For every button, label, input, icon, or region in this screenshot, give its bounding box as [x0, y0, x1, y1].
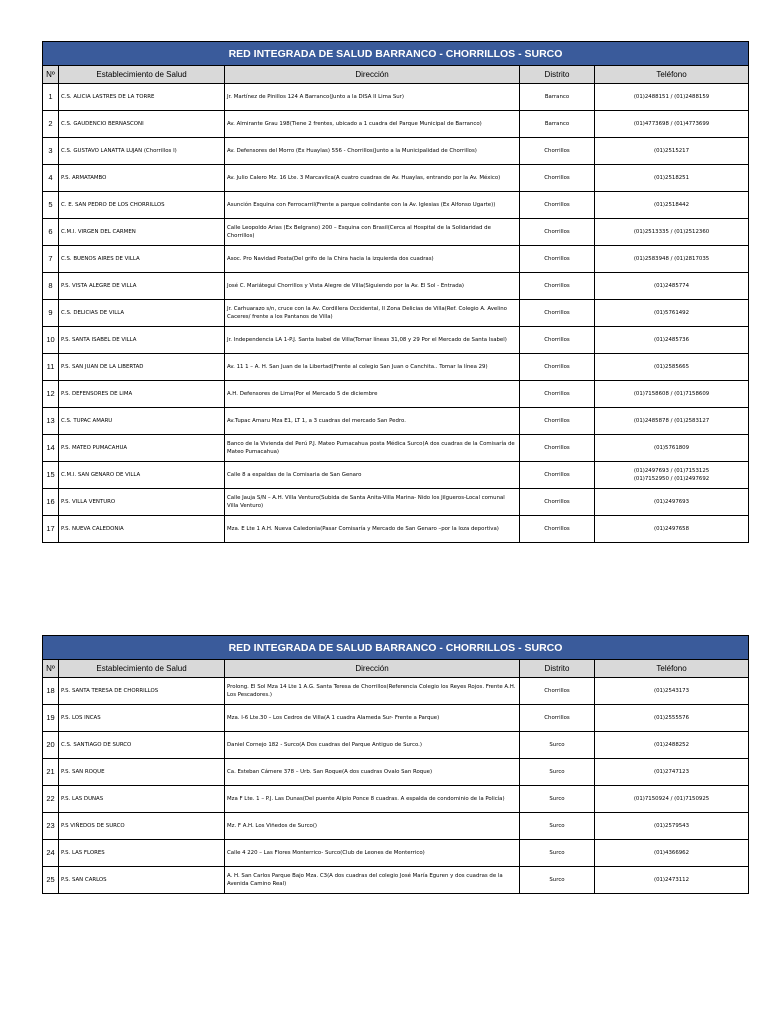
row-number: 18 — [43, 678, 59, 705]
row-number: 13 — [43, 408, 59, 435]
establishment-name: P.S. VILLA VENTURO — [59, 489, 225, 516]
table-row — [43, 786, 749, 813]
row-number: 22 — [43, 786, 59, 813]
row-number: 23 — [43, 813, 59, 840]
establishment-name: C.S. SANTIAGO DE SURCO — [59, 732, 225, 759]
table-title: RED INTEGRADA DE SALUD BARRANCO - CHORRILLOS - SURCO — [43, 636, 749, 660]
address: Av. Defensores del Morro (Ex Huaylas) 556 - Chorrillos(Junto a la Municipalidad de Chorrillos) — [225, 138, 520, 165]
establishment-name: C. E. SAN PEDRO DE LOS CHORRILLOS — [59, 192, 225, 219]
phone: (01)5761809 — [595, 435, 749, 462]
district: Surco — [520, 759, 595, 786]
table-row — [43, 327, 749, 354]
phone: (01)7158608 / (01)7158609 — [595, 381, 749, 408]
table-row — [43, 354, 749, 381]
table-title-row — [43, 42, 749, 66]
district: Chorrillos — [520, 354, 595, 381]
address: Calle 4 220 – Las Flores Monterrico- Surco(Club de Leones de Monterrico) — [225, 840, 520, 867]
address: José C. Mariátegui Chorrillos y Vista Alegre de Villa(Siguiendo por la Av. El Sol - Entrada) — [225, 273, 520, 300]
row-number: 1 — [43, 84, 59, 111]
address: Ca. Esteban Cámere 378 – Urb. San Roque(A dos cuadras Ovalo San Roque) — [225, 759, 520, 786]
row-number: 24 — [43, 840, 59, 867]
row-number: 20 — [43, 732, 59, 759]
establishment-name: P.S. SANTA TERESA DE CHORRILLOS — [59, 678, 225, 705]
table-row — [43, 705, 749, 732]
district: Chorrillos — [520, 516, 595, 543]
phone: (01)2518251 — [595, 165, 749, 192]
table-body — [43, 84, 749, 543]
address: Prolong. El Sol Mza 14 Lte 1 A.G. Santa Teresa de Chorrillos(Referencia Colegio los Reyes Rojos. Frente A.H. Los Pescadores.) — [225, 678, 520, 705]
header-number: Nº — [43, 660, 59, 678]
row-number: 7 — [43, 246, 59, 273]
district: Chorrillos — [520, 192, 595, 219]
table-row — [43, 462, 749, 489]
establishment-name: P.S. SAN CARLOS — [59, 867, 225, 894]
district: Chorrillos — [520, 705, 595, 732]
address: Mza F Lte. 1 – P.J. Las Dunas(Del puente Alipio Ponce 8 cuadras. A espalda de condominio de la Policía) — [225, 786, 520, 813]
address: Asoc. Pro Navidad Posta(Del grifo de la Chira hacia la izquierda dos cuadras) — [225, 246, 520, 273]
table-row — [43, 273, 749, 300]
establishment-name: P.S. SANTA ISABEL DE VILLA — [59, 327, 225, 354]
establishment-name: P.S. LOS INCAS — [59, 705, 225, 732]
district: Chorrillos — [520, 219, 595, 246]
table-row — [43, 840, 749, 867]
establishment-name: C.S. ALICIA LASTRES DE LA TORRE — [59, 84, 225, 111]
establishment-name: P.S. DEFENSORES DE LIMA — [59, 381, 225, 408]
table-row — [43, 381, 749, 408]
address: Calle Jauja S/N – A.H. Villa Venturo(Subida de Santa Anita-Villa Marina- Nido los Jilgueros-Local comunal Villa Venturo) — [225, 489, 520, 516]
district: Surco — [520, 840, 595, 867]
district: Chorrillos — [520, 462, 595, 489]
district: Chorrillos — [520, 165, 595, 192]
table-row — [43, 813, 749, 840]
district: Chorrillos — [520, 381, 595, 408]
table-row — [43, 192, 749, 219]
address: Calle Leopoldo Arias (Ex Belgrano) 200 – Esquina con Brasil(Cerca al Hospital de la Solidaridad de Chorrillos) — [225, 219, 520, 246]
phone: (01)2485878 / (01)2583127 — [595, 408, 749, 435]
phone: (01)2515217 — [595, 138, 749, 165]
district: Chorrillos — [520, 246, 595, 273]
row-number: 2 — [43, 111, 59, 138]
district: Chorrillos — [520, 300, 595, 327]
phone: (01)4773698 / (01)4773699 — [595, 111, 749, 138]
table-row — [43, 138, 749, 165]
address: A.H. Defensores de Lima(Por el Mercado 5 de diciembre — [225, 381, 520, 408]
address: Av.Tupac Amaru Mza E1, LT 1, a 3 cuadras del mercado San Pedro. — [225, 408, 520, 435]
table-row — [43, 84, 749, 111]
district: Surco — [520, 732, 595, 759]
establishment-name: C.S. DELICIAS DE VILLA — [59, 300, 225, 327]
health-network-table-2 — [42, 635, 749, 894]
district: Surco — [520, 813, 595, 840]
establishment-name: P.S. MATEO PUMACAHUA — [59, 435, 225, 462]
address: Banco de la Vivienda del Perú P.J. Mateo Pumacahua posta Médica Surco(A dos cuadras de la Comisaría de Mateo Pumacahua) — [225, 435, 520, 462]
header-establishment: Establecimiento de Salud — [59, 66, 225, 84]
address: Mz. F A.H. Los Viñedos de Surco() — [225, 813, 520, 840]
column-header-row — [43, 660, 749, 678]
establishment-name: C.M.I. SAN GENARO DE VILLA — [59, 462, 225, 489]
row-number: 19 — [43, 705, 59, 732]
header-establishment: Establecimiento de Salud — [59, 660, 225, 678]
header-district: Distrito — [520, 660, 595, 678]
establishment-name: C.S. GAUDENCIO BERNASCONI — [59, 111, 225, 138]
row-number: 10 — [43, 327, 59, 354]
table-row — [43, 867, 749, 894]
row-number: 3 — [43, 138, 59, 165]
district: Surco — [520, 786, 595, 813]
address: Asunción Esquina con Ferrocarril(Frente a parque colindante con la Av. Iglesias (Ex Alfonso Ugarte)) — [225, 192, 520, 219]
column-header-row — [43, 66, 749, 84]
establishment-name: P.S VIÑEDOS DE SURCO — [59, 813, 225, 840]
district: Chorrillos — [520, 435, 595, 462]
address: Daniel Cornejo 182 - Surco(A Dos cuadras del Parque Antiguo de Surco.) — [225, 732, 520, 759]
district: Barranco — [520, 84, 595, 111]
row-number: 12 — [43, 381, 59, 408]
header-phone: Teléfono — [595, 66, 749, 84]
address: Mza. I-6 Lte.30 – Los Cedros de Villa(A 1 cuadra Alameda Sur- Frente a Parque) — [225, 705, 520, 732]
row-number: 6 — [43, 219, 59, 246]
district: Chorrillos — [520, 408, 595, 435]
phone: (01)2488151 / (01)2488159 — [595, 84, 749, 111]
phone: (01)2497658 — [595, 516, 749, 543]
phone: (01)2485774 — [595, 273, 749, 300]
address: Mza. E Lte 1 A.H. Nueva Caledonia(Pasar Comisaría y Mercado de San Genaro –por la loza deportiva) — [225, 516, 520, 543]
address: Jr. Carhuarazo s/n, cruce con la Av. Cordillera Occidental, II Zona Delicias de Villa(Ref. Colegio A. Avelino Caceres/ frente a los Pantanos de Villa) — [225, 300, 520, 327]
row-number: 25 — [43, 867, 59, 894]
table-body — [43, 678, 749, 894]
row-number: 15 — [43, 462, 59, 489]
address: Jr. Martínez de Pinillos 124 A Barranco(Junto a la DISA II Lima Sur) — [225, 84, 520, 111]
phone: (01)7150924 / (01)7150925 — [595, 786, 749, 813]
table-row — [43, 489, 749, 516]
establishment-name: P.S. VISTA ALEGRE DE VILLA — [59, 273, 225, 300]
establishment-name: P.S. SAN ROQUE — [59, 759, 225, 786]
header-address: Dirección — [225, 660, 520, 678]
establishment-name: P.S. SAN JUAN DE LA LIBERTAD — [59, 354, 225, 381]
phone: (01)2485736 — [595, 327, 749, 354]
table-row — [43, 516, 749, 543]
district: Surco — [520, 867, 595, 894]
header-district: Distrito — [520, 66, 595, 84]
district: Chorrillos — [520, 678, 595, 705]
table-row — [43, 111, 749, 138]
address: Av. 11 1 – A. H. San Juan de la Libertad(Frente al colegio San Juan o Canchita.. Tomar la línea 29) — [225, 354, 520, 381]
row-number: 21 — [43, 759, 59, 786]
establishment-name: P.S. LAS DUNAS — [59, 786, 225, 813]
table-row — [43, 408, 749, 435]
phone: (01)2555576 — [595, 705, 749, 732]
table-row — [43, 165, 749, 192]
health-network-table-1 — [42, 41, 749, 543]
district: Chorrillos — [520, 327, 595, 354]
row-number: 8 — [43, 273, 59, 300]
address: Av. Almirante Grau 198(Tiene 2 frentes, ubicado a 1 cuadra del Parque Municipal de Barranco) — [225, 111, 520, 138]
phone: (01)2497693 / (01)7153125 (01)7152950 / (01)2497692 — [595, 462, 749, 489]
establishment-name: P.S. NUEVA CALEDONIA — [59, 516, 225, 543]
phone: (01)2488252 — [595, 732, 749, 759]
table-row — [43, 678, 749, 705]
address: Jr. Independencia LA 1-P.J. Santa Isabel de Villa(Tomar líneas 31,08 y 29 Por el Mercado de Santa Isabel) — [225, 327, 520, 354]
row-number: 17 — [43, 516, 59, 543]
phone: (01)2518442 — [595, 192, 749, 219]
table-row — [43, 759, 749, 786]
header-address: Dirección — [225, 66, 520, 84]
row-number: 16 — [43, 489, 59, 516]
phone: (01)2543173 — [595, 678, 749, 705]
district: Chorrillos — [520, 273, 595, 300]
table-title-row — [43, 636, 749, 660]
phone: (01)5761492 — [595, 300, 749, 327]
establishment-name: C.S. BUENOS AIRES DE VILLA — [59, 246, 225, 273]
table-row — [43, 435, 749, 462]
establishment-name: C.S. TUPAC AMARU — [59, 408, 225, 435]
table-row — [43, 246, 749, 273]
phone: (01)2497693 — [595, 489, 749, 516]
district: Chorrillos — [520, 489, 595, 516]
phone: (01)2473112 — [595, 867, 749, 894]
row-number: 5 — [43, 192, 59, 219]
table-row — [43, 219, 749, 246]
phone: (01)2513335 / (01)2512360 — [595, 219, 749, 246]
header-number: Nº — [43, 66, 59, 84]
row-number: 14 — [43, 435, 59, 462]
row-number: 4 — [43, 165, 59, 192]
header-phone: Teléfono — [595, 660, 749, 678]
row-number: 9 — [43, 300, 59, 327]
phone: (01)2585665 — [595, 354, 749, 381]
phone: (01)4366962 — [595, 840, 749, 867]
phone: (01)2583948 / (01)2817035 — [595, 246, 749, 273]
establishment-name: C.S. GUSTAVO LANATTA LUJAN (Chorrillos I) — [59, 138, 225, 165]
phone: (01)2747123 — [595, 759, 749, 786]
table-title: RED INTEGRADA DE SALUD BARRANCO - CHORRILLOS - SURCO — [43, 42, 749, 66]
address: Calle 8 a espaldas de la Comisaria de San Genaro — [225, 462, 520, 489]
row-number: 11 — [43, 354, 59, 381]
address: Av. Julio Calero Mz. 16 Lte. 3 Marcavilca(A cuatro cuadras de Av. Huaylas, entrando por la Av. México) — [225, 165, 520, 192]
table-row — [43, 300, 749, 327]
district: Barranco — [520, 111, 595, 138]
district: Chorrillos — [520, 138, 595, 165]
establishment-name: P.S. LAS FLORES — [59, 840, 225, 867]
establishment-name: C.M.I. VIRGEN DEL CARMEN — [59, 219, 225, 246]
table-row — [43, 732, 749, 759]
establishment-name: P.S. ARMATAMBO — [59, 165, 225, 192]
address: A. H. San Carlos Parque Bajo Mza. C3(A dos cuadras del colegio José María Eguren y dos cuadras de la Avenida Camino Real) — [225, 867, 520, 894]
phone: (01)2579543 — [595, 813, 749, 840]
